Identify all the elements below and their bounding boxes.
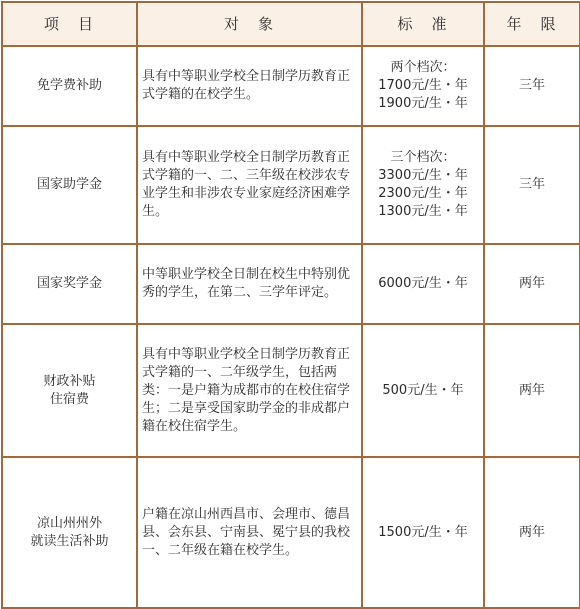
row-years: 三年 bbox=[484, 46, 580, 126]
standard-line: 1300元/生・年 bbox=[378, 204, 468, 219]
row-standard bbox=[362, 244, 484, 324]
row-standard bbox=[362, 46, 484, 126]
item-line: 国家奖学金 bbox=[36, 276, 102, 291]
row-years: 两年 bbox=[484, 244, 580, 324]
header-target: 对 象 bbox=[137, 2, 362, 46]
header-standard: 标 准 bbox=[362, 2, 484, 46]
item-line: 凉山州州外 bbox=[36, 515, 102, 531]
item-line: 就读生活补助 bbox=[30, 533, 109, 549]
item-line: 住宿费 bbox=[49, 391, 89, 407]
row-target: 具有中等职业学校全日制学历教育正式学籍的在校学生。 bbox=[137, 46, 362, 126]
row-standard bbox=[362, 324, 484, 457]
standard-line: 6000元/生・年 bbox=[378, 276, 468, 291]
row-years: 两年 bbox=[484, 457, 580, 608]
table-row bbox=[2, 46, 580, 126]
standard-line: 1700元/生・年 bbox=[378, 78, 468, 93]
table-row bbox=[2, 457, 580, 608]
row-target: 具有中等职业学校全日制学历教育正式学籍的一、二年级学生，包括两类：一是户籍为成都市的在校住宿学生；二是享受国家助学金的非成都户籍在校住宿学生。 bbox=[137, 324, 362, 457]
row-item bbox=[2, 46, 137, 126]
table-row bbox=[2, 126, 580, 244]
standard-line: 两个档次： bbox=[390, 60, 456, 75]
row-item bbox=[2, 244, 137, 324]
item-line: 免学费补助 bbox=[36, 78, 102, 93]
standard-line: 2300元/生・年 bbox=[378, 186, 468, 201]
standard-line: 三个档次： bbox=[390, 150, 456, 165]
row-target: 户籍在凉山州西昌市、会理市、德昌县、会东县、宁南县、冕宁县的我校一、二年级在籍在校学生。 bbox=[137, 457, 362, 608]
standard-line: 500元/生・年 bbox=[382, 382, 464, 398]
row-standard bbox=[362, 126, 484, 244]
standard-line: 1900元/生・年 bbox=[378, 96, 468, 111]
row-target: 中等职业学校全日制在校生中特别优秀的学生，在第二、三学年评定。 bbox=[137, 244, 362, 324]
subsidy-table bbox=[1, 1, 580, 609]
row-years: 三年 bbox=[484, 126, 580, 244]
header-row bbox=[2, 2, 580, 46]
row-target: 具有中等职业学校全日制学历教育正式学籍的一、二、三年级在校涉农专业学生和非涉农专业家庭经济困难学生。 bbox=[137, 126, 362, 244]
row-standard bbox=[362, 457, 484, 608]
header-item: 项 目 bbox=[2, 2, 137, 46]
row-item bbox=[2, 126, 137, 244]
item-line: 国家助学金 bbox=[36, 177, 102, 192]
row-years: 两年 bbox=[484, 324, 580, 457]
header-years: 年 限 bbox=[484, 2, 580, 46]
standard-line: 1500元/生・年 bbox=[378, 524, 468, 540]
row-item bbox=[2, 457, 137, 608]
table-row bbox=[2, 244, 580, 324]
standard-line: 3300元/生・年 bbox=[378, 168, 468, 183]
item-line: 财政补贴 bbox=[43, 373, 96, 389]
table-row bbox=[2, 324, 580, 457]
row-item bbox=[2, 324, 137, 457]
